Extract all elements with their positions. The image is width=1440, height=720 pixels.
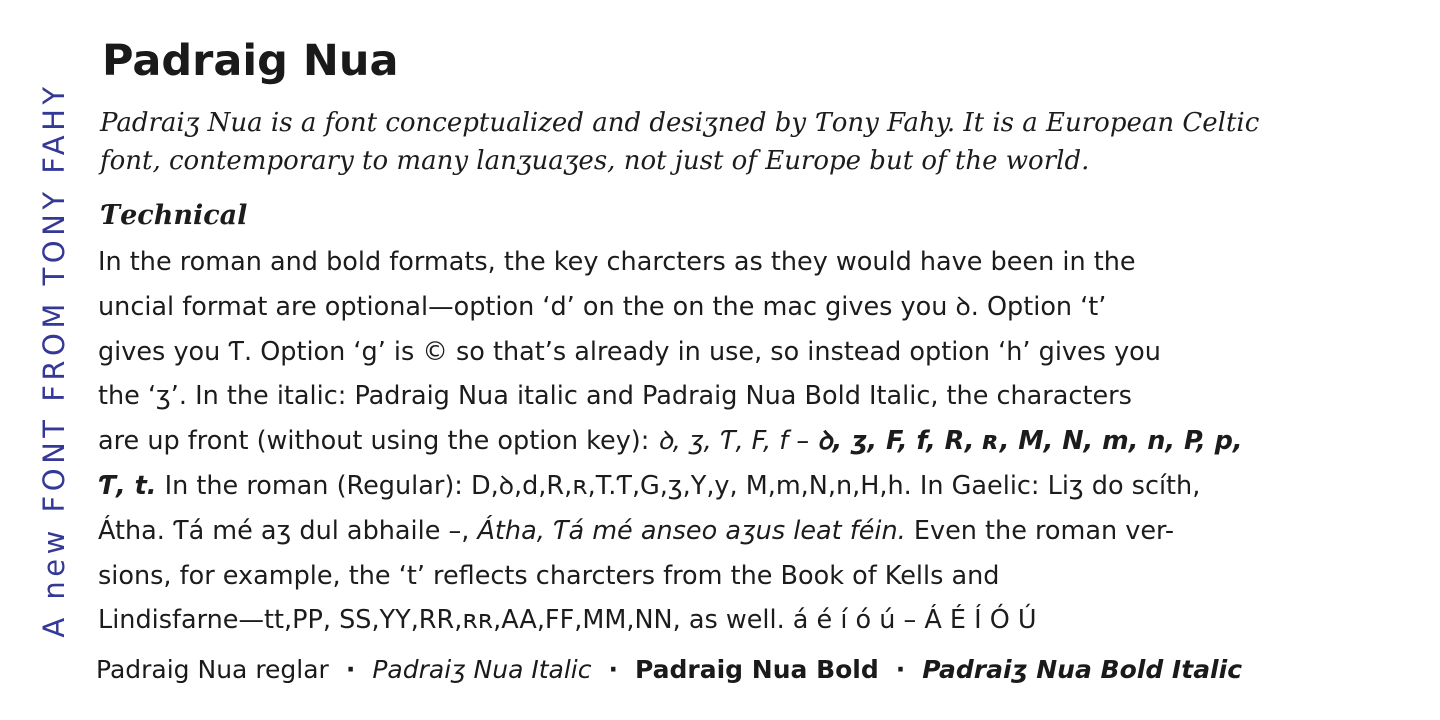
- body-line-6: [98, 464, 1408, 509]
- separator-dot: ·: [895, 655, 906, 684]
- body-line-9: Lindisfarne—tt,PP, SS,YY,RR,ʀʀ,AA,FF,MM,NN, as well. á é í ó ú – Á É Í Ó Ú: [98, 605, 1037, 636]
- sample-bold: Padraig Nua Bold: [634, 655, 879, 684]
- body-line-8: sions, for example, the ‘t’ reflects charcters from the Book of Kells and: [98, 560, 1000, 591]
- body-line-5-italic: ꝺ, ʒ, Ƭ, F, f –: [657, 426, 818, 457]
- sample-italic: Padraiʒ Nua Italic: [372, 655, 592, 684]
- body-line-5: [98, 419, 1408, 464]
- body-line-2: uncial format are optional—option ‘d’ on the on the mac gives you ꝺ. Option ‘t’: [98, 291, 1107, 322]
- font-style-samples: [96, 650, 1242, 690]
- sample-regular: Padraig Nua reglar: [96, 655, 329, 684]
- technical-paragraph: [98, 240, 1408, 643]
- body-line-6-regular: In the roman (Regular): D,ꝺ,d,R,ʀ,T.Ƭ,G,ʒ,Y,y, M,m,N,n,H,h. In Gaelic: Liʒ do scíth,: [156, 470, 1201, 501]
- body-line-7-regular-end: Even the roman ver-: [905, 515, 1175, 546]
- page-title: Padraig Nua: [102, 36, 399, 86]
- body-line-5-regular: are up front (without using the option key):: [98, 426, 658, 457]
- separator-dot: ·: [345, 655, 356, 684]
- body-line-3: gives you Ƭ. Option ‘g’ is © so that’s already in use, so instead option ‘h’ gives you: [98, 336, 1161, 367]
- intro-paragraph: [100, 104, 1390, 180]
- section-heading-technical: Ƭechnical: [100, 200, 248, 231]
- intro-line-1: Padraiʒ Nua is a font conceptualized and desiʒned by Ƭony Fahy. It is a European Celtic: [100, 108, 1260, 138]
- body-line-1: In the roman and bold formats, the key charcters as they would have been in the: [98, 247, 1136, 277]
- body-line-4: the ‘ʒ’. In the italic: Padraig Nua italic and Padraig Nua Bold Italic, the characters: [98, 381, 1132, 412]
- intro-line-2: font, contemporary to many lanʒuaʒes, not just of Europe but of the world.: [100, 146, 1090, 176]
- body-line-5-bold-italic: ꝺ, ʒ, F, f, R, ʀ, M, N, m, n, P, p,: [817, 426, 1243, 457]
- body-line-6-bold-italic: Ƭ, t.: [98, 470, 157, 501]
- sample-bold-italic: Padraiʒ Nua Bold Italic: [922, 655, 1243, 684]
- body-line-7: [98, 509, 1408, 554]
- body-line-7-italic: Átha, Ƭá mé anseo aʒus leat féin.: [477, 515, 906, 546]
- separator-dot: ·: [608, 655, 618, 684]
- body-line-7-regular: Átha. Ƭá mé aʒ dul abhaile –,: [98, 515, 478, 546]
- vertical-side-label: A new FONT FROM TONY FAHY: [37, 82, 71, 638]
